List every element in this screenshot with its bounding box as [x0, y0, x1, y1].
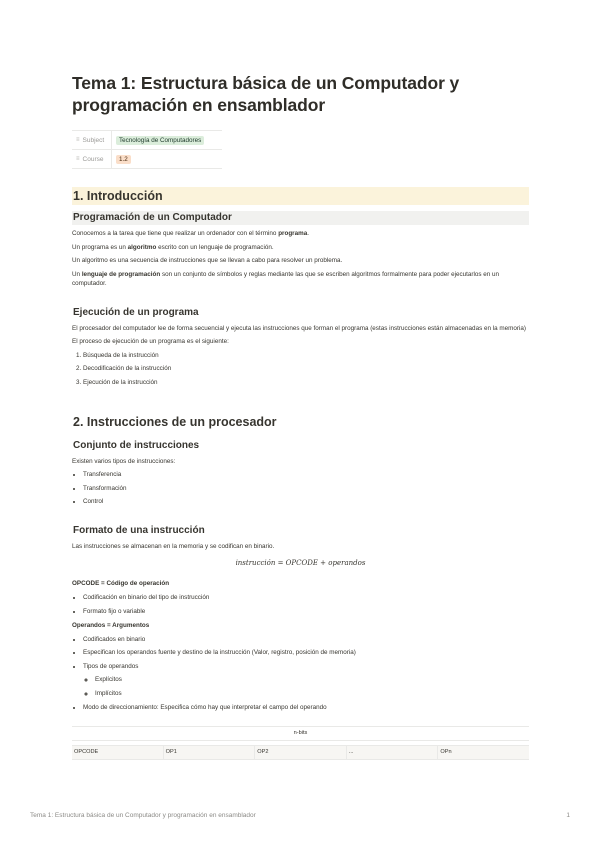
list-item: • Transformación [83, 484, 529, 493]
table-cell: OPCODE [72, 745, 163, 759]
table-row [72, 745, 529, 759]
properties-table [72, 130, 222, 169]
list-item: ◦ Explícitos [95, 675, 529, 684]
paragraph: El procesador del computador lee de forma secuencial y ejecuta las instrucciones que forman el programa (estas instrucciones están almacenadas en la memoria) [72, 324, 526, 332]
document-page [72, 72, 529, 760]
paragraph: Conocemos a la tarea que tiene que realizar un ordenador con el término programa. [72, 230, 309, 237]
list-item: ◦ Implícitos [95, 689, 529, 698]
list-item: • Control [83, 497, 529, 506]
list-item: • Tipos de operandos ◦ Explícitos ◦ Implícitos [83, 662, 529, 698]
property-subject: ≡ Subject Tecnología de Computadores [72, 131, 222, 150]
paragraph: El proceso de ejecución de un programa es el siguiente: [72, 338, 229, 345]
page-title: Tema 1: Estructura básica de un Computador y programación en ensamblador [72, 73, 460, 115]
list-item: 2. Decodificación de la instrucción [83, 364, 529, 373]
execution-steps-list [72, 351, 529, 387]
instruction-format-table [72, 726, 529, 760]
page-footer [30, 812, 570, 819]
paragraph: Las instrucciones se almacenan en la memoria y se codifican en binario. [72, 543, 275, 551]
list-item: • Formato fijo o variable [83, 607, 529, 616]
list-item: • Transferencia [83, 470, 529, 479]
table-cell: OP2 [255, 745, 347, 759]
subheading-programacion: Programación de un Computador [72, 211, 529, 225]
paragraph: Un algoritmo es una secuencia de instrucciones que se llevan a cabo para resolver un problema. [72, 257, 343, 264]
table-cell: ... [346, 745, 438, 759]
list-item: • Codificados en binario [83, 635, 529, 644]
footer-title: Tema 1: Estructura básica de un Computador y programación en ensamblador [30, 812, 256, 819]
paragraph: Existen varios tipos de instrucciones: [72, 457, 176, 465]
operand-types-list [83, 675, 529, 698]
instruction-types-list [72, 470, 529, 506]
list-item: 3. Ejecución de la instrucción [83, 378, 529, 387]
table-cell: OP1 [163, 745, 255, 759]
list-item: • Modo de direccionamiento: Especifica cómo hay que interpretar el campo del operando [83, 703, 529, 712]
paragraph: Un programa es un algoritmo escrito con un lenguaje de programación. [72, 243, 274, 251]
list-item: • Codificación en binario del tipo de instrucción [83, 593, 529, 602]
page-number: 1 [566, 812, 570, 819]
paragraph: Un lenguaje de programación son un conjunto de símbolos y reglas mediante las que se escriben algoritmos formalmente para poder ejecutarlos en un computador. [72, 270, 500, 287]
operandos-list [72, 635, 529, 712]
subheading-formato: Formato de una instrucción [73, 525, 205, 537]
section-heading-instrucciones: 2. Instrucciones de un procesador [73, 414, 277, 429]
course-tag: 1.2 [116, 155, 131, 164]
section-heading-introduccion: 1. Introducción [72, 187, 529, 205]
opcode-label: OPCODE = Código de operación [72, 580, 170, 588]
subheading-conjunto: Conjunto de instrucciones [73, 439, 200, 451]
table-header-cell: n-bits [72, 726, 529, 740]
subject-tag: Tecnología de Computadores [116, 136, 204, 145]
formula: instrucción = OPCODE + operandos [235, 559, 366, 568]
list-item: • Especifican los operandos fuente y destino de la instrucción (Valor, registro, posición de memoria) [83, 648, 529, 657]
list-item: 1. Búsqueda de la instrucción [83, 351, 529, 360]
opcode-list [72, 593, 529, 616]
subheading-ejecucion: Ejecución de un programa [73, 306, 199, 318]
property-course: ≡ Course 1.2 [72, 150, 222, 169]
table-cell: OPn [438, 745, 529, 759]
table-header-row [72, 726, 529, 740]
list-icon: ≡ [76, 156, 80, 162]
list-icon: ≡ [76, 137, 80, 143]
operandos-label: Operandos = Argumentos [72, 621, 150, 629]
